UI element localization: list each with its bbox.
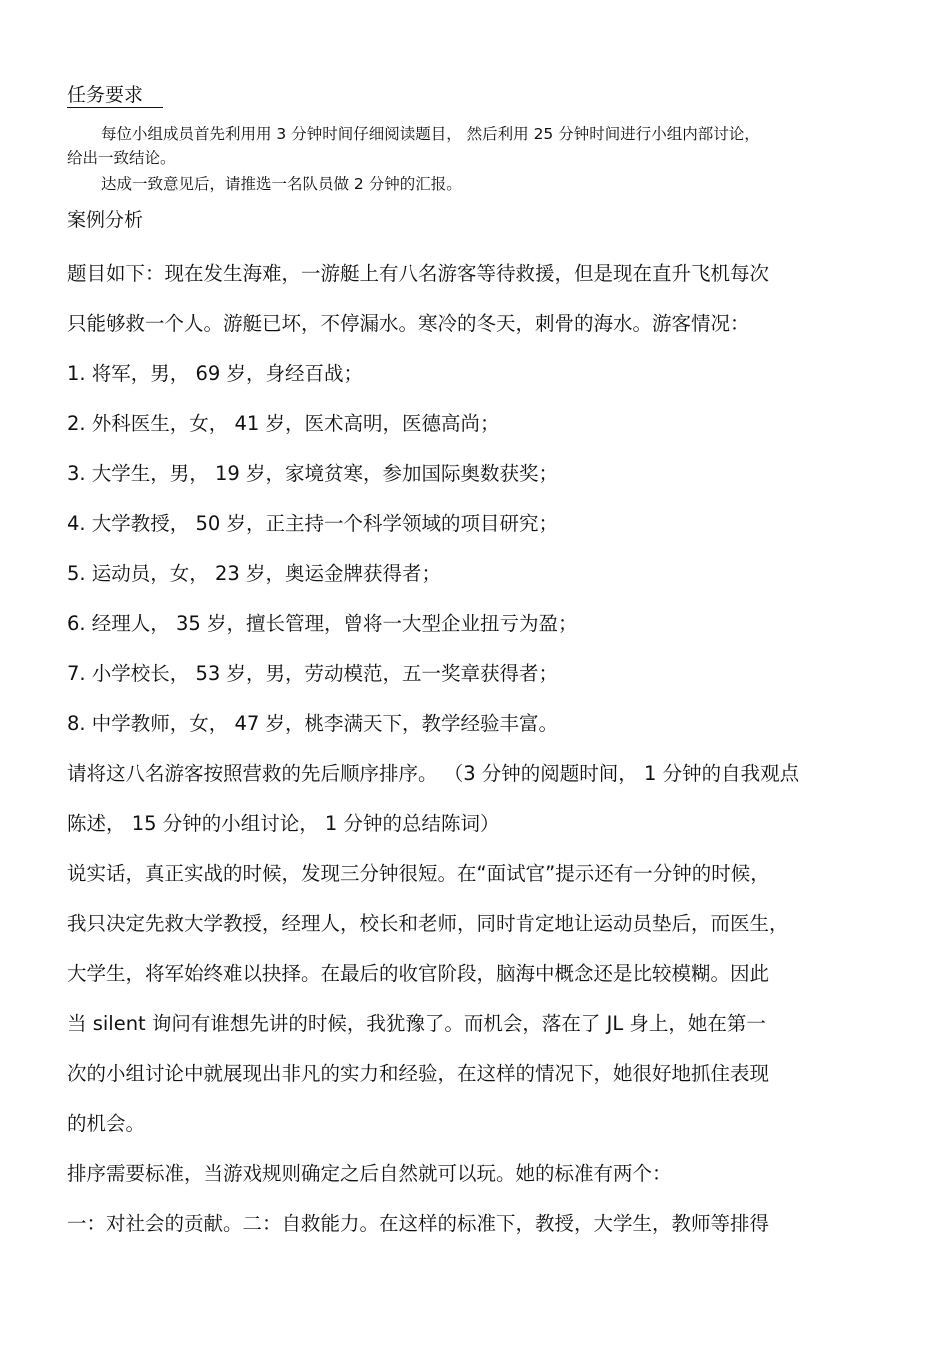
body-line: 的机会。 — [67, 1112, 146, 1135]
list-item: 3. 大学生，男， 19 岁，家境贫寒，参加国际奥数获奖； — [67, 462, 559, 485]
body-line: 大学生，将军始终难以抉择。在最后的收官阶段，脑海中概念还是比较模糊。因此 — [67, 962, 770, 985]
request-line1: 请将这八名游客按照营救的先后顺序排序。 （3 分钟的阅题时间， 1 分钟的自我观点 — [67, 762, 800, 785]
task-heading: 任务要求 — [67, 84, 144, 106]
body-line: 一：对社会的贡献。二：自救能力。在这样的标准下，教授，大学生，教师等排得 — [67, 1212, 770, 1235]
heading-underline — [67, 107, 163, 108]
task-para1-line2: 给出一致结论。 — [67, 149, 176, 167]
list-item: 8. 中学教师，女， 47 岁，桃李满天下，教学经验丰富。 — [67, 712, 559, 735]
case-heading: 案例分析 — [67, 209, 144, 231]
body-line: 次的小组讨论中就展现出非凡的实力和经验，在这样的情况下，她很好地抓住表现 — [67, 1062, 770, 1085]
task-para1-line1: 每位小组成员首先利用用 3 分钟时间仔细阅读题目， 然后利用 25 分钟时间进行小组内部讨论， — [101, 125, 760, 143]
list-item: 5. 运动员，女， 23 岁，奥运金牌获得者； — [67, 562, 442, 585]
case-intro-line1: 题目如下：现在发生海难，一游艇上有八名游客等待救援，但是现在直升飞机每次 — [67, 262, 770, 285]
list-item: 6. 经理人， 35 岁，擅长管理，曾将一大型企业扭亏为盈； — [67, 612, 578, 635]
list-item: 7. 小学校长， 53 岁，男，劳动模范，五一奖章获得者； — [67, 662, 559, 685]
body-line: 排序需要标准，当游戏规则确定之后自然就可以玩。她的标准有两个： — [67, 1162, 672, 1185]
body-line: 当 silent 询问有谁想先讲的时候，我犹豫了。而机会，落在了 JL 身上，她在第一 — [67, 1012, 766, 1035]
case-intro-line2: 只能够救一个人。游艇已坏，不停漏水。寒冷的冬天，刺骨的海水。游客情况： — [67, 312, 750, 335]
list-item: 2. 外科医生，女， 41 岁，医术高明，医德高尚； — [67, 412, 500, 435]
list-item: 1. 将军，男， 69 岁，身经百战； — [67, 362, 364, 385]
list-item: 4. 大学教授， 50 岁，正主持一个科学领域的项目研究； — [67, 512, 559, 535]
body-line: 说实话，真正实战的时候，发现三分钟很短。在“面试官”提示还有一分钟的时候， — [67, 862, 770, 885]
request-line2: 陈述， 15 分钟的小组讨论， 1 分钟的总结陈词） — [67, 812, 500, 835]
task-para2: 达成一致意见后，请推选一名队员做 2 分钟的汇报。 — [101, 175, 462, 193]
body-line: 我只决定先救大学教授，经理人，校长和老师，同时肯定地让运动员垫后，而医生， — [67, 912, 789, 935]
